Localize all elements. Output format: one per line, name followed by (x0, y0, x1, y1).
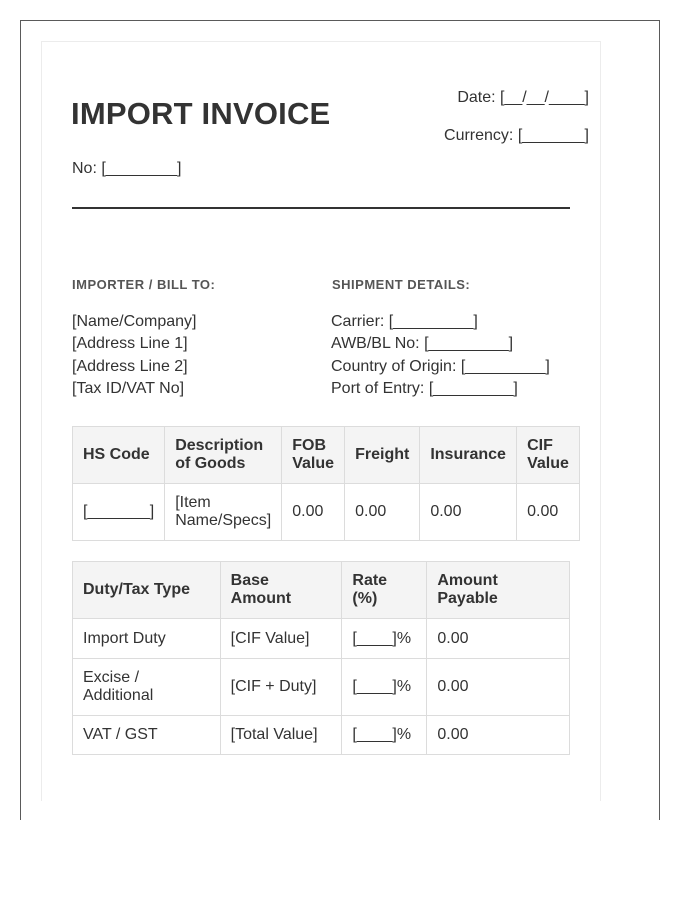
col-cif-value: CIF Value (517, 427, 580, 484)
duty-header-row (73, 562, 570, 619)
header-divider (72, 207, 570, 209)
rate-cell: [____]% (342, 619, 427, 659)
fob-value-cell: 0.00 (282, 484, 345, 541)
table-row (73, 484, 580, 541)
hs-code-cell: [_______] (73, 484, 165, 541)
duty-tax-table (72, 561, 570, 755)
amount-payable-cell: 0.00 (427, 659, 570, 716)
importer-address-2: [Address Line 2] (72, 357, 188, 375)
freight-cell: 0.00 (345, 484, 420, 541)
shipment-port: Port of Entry: [_________] (331, 379, 518, 397)
amount-payable-cell: 0.00 (427, 716, 570, 755)
description-cell: [Item Name/Specs] (165, 484, 282, 541)
duty-type-cell: VAT / GST (73, 716, 221, 755)
col-freight: Freight (345, 427, 420, 484)
col-description: Description of Goods (165, 427, 282, 484)
col-duty-type: Duty/Tax Type (73, 562, 221, 619)
base-amount-cell: [CIF + Duty] (220, 659, 342, 716)
shipment-origin: Country of Origin: [_________] (331, 357, 550, 375)
shipment-carrier: Carrier: [_________] (331, 313, 478, 330)
col-rate: Rate (%) (342, 562, 427, 619)
base-amount-cell: [Total Value] (220, 716, 342, 755)
amount-payable-cell: 0.00 (427, 619, 570, 659)
importer-name: [Name/Company] (72, 313, 197, 330)
col-amount-payable: Amount Payable (427, 562, 570, 619)
rate-cell: [____]% (342, 659, 427, 716)
goods-header-row (73, 427, 580, 484)
goods-table (72, 426, 580, 541)
col-fob-value: FOB Value (282, 427, 345, 484)
base-amount-cell: [CIF Value] (220, 619, 342, 659)
shipment-awb: AWB/BL No: [_________] (331, 335, 514, 353)
duty-type-cell: Excise / Additional (73, 659, 221, 716)
cif-value-cell: 0.00 (517, 484, 580, 541)
invoice-title: IMPORT INVOICE (71, 96, 331, 131)
shipment-block (331, 311, 550, 400)
importer-address-1: [Address Line 1] (72, 335, 188, 353)
invoice-number-field: No: [________] (72, 160, 182, 177)
shipment-heading: SHIPMENT DETAILS: (332, 277, 471, 292)
insurance-cell: 0.00 (420, 484, 517, 541)
col-hs-code: HS Code (73, 427, 165, 484)
importer-tax-id: [Tax ID/VAT No] (72, 379, 185, 397)
currency-field: Currency: [_______] (444, 127, 589, 144)
importer-heading: IMPORTER / BILL TO: (72, 277, 216, 292)
table-row (73, 619, 570, 659)
importer-block (72, 311, 197, 400)
table-row (73, 716, 570, 755)
col-base-amount: Base Amount (220, 562, 342, 619)
date-field: Date: [__/__/____] (457, 89, 589, 106)
table-row (73, 659, 570, 716)
rate-cell: [____]% (342, 716, 427, 755)
col-insurance: Insurance (420, 427, 517, 484)
duty-type-cell: Import Duty (73, 619, 221, 659)
